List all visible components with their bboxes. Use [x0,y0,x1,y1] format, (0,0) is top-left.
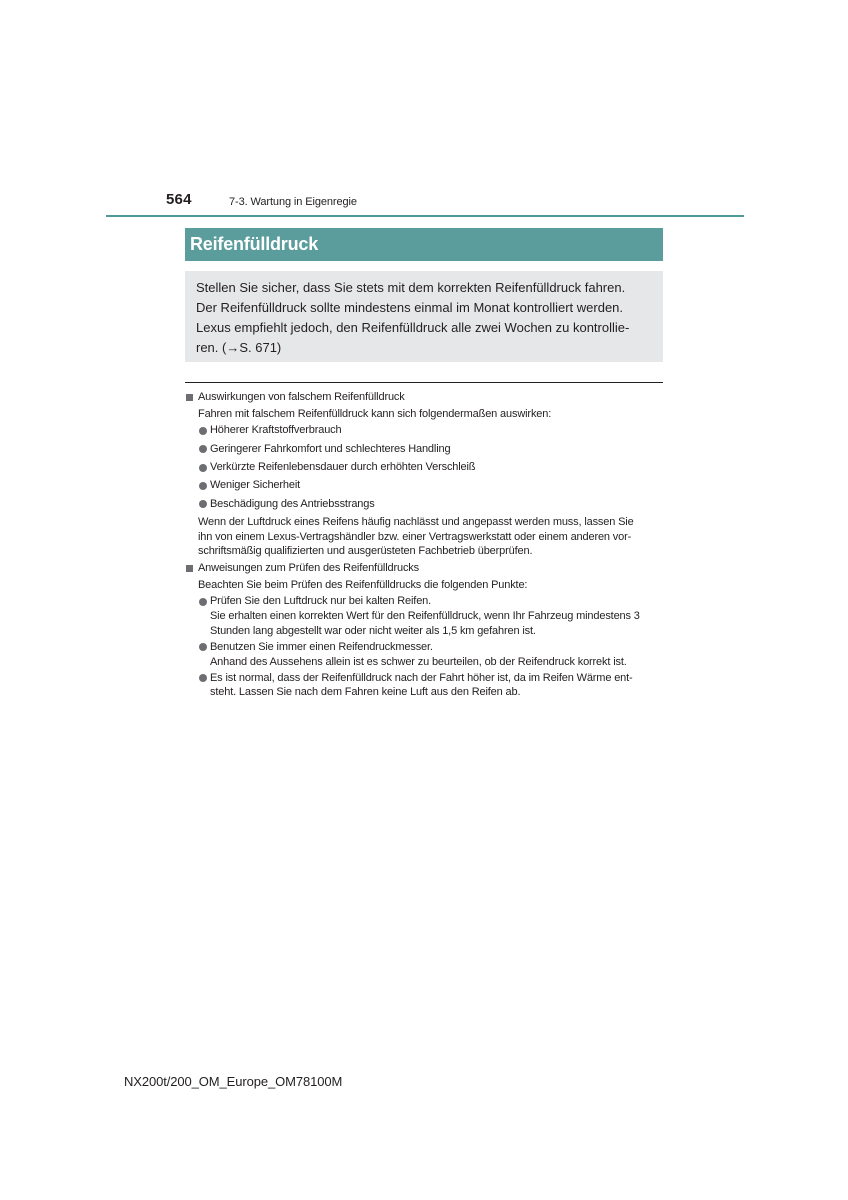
content-divider [185,382,663,383]
list-item-line: Benutzen Sie immer einen Reifendruckmesser. [210,640,433,653]
bullet-dot-icon [199,500,207,508]
section-reference: 7-3. Wartung in Eigenregie [229,196,357,208]
section-heading [185,390,663,405]
section-heading-text: Anweisungen zum Prüfen des Reifenfülldrucks [198,562,420,574]
list-item [198,671,663,700]
bullet-dot-icon [199,464,207,472]
list-item-line: Anhand des Aussehens allein ist es schwer zu beurteilen, ob der Reifendruck korrekt ist. [210,655,627,668]
bullet-dot-icon [199,674,207,682]
intro-line: Der Reifenfülldruck sollte mindestens einmal im Monat kontrolliert werden. [196,300,624,315]
closing-line: schriftsmäßig qualifizierten und ausgerüsteten Fachbetrieb überprüfen. [198,545,533,558]
list-item [198,442,663,457]
intro-line: Lexus empfiehlt jedoch, den Reifenfülldruck alle zwei Wochen zu kontrollie- [196,320,630,335]
list-item-line: Stunden lang abgestellt war oder nicht weiter als 1,5 km gefahren ist. [210,624,536,637]
bullet-dot-icon [199,482,207,490]
bullet-dot-icon [199,445,207,453]
list-item-line: Prüfen Sie den Luftdruck nur bei kalten Reifen. [210,595,432,608]
list-item-text: Verkürzte Reifenlebensdauer durch erhöhten Verschleiß [210,461,476,473]
closing-line: Wenn der Luftdruck eines Reifens häufig nachlässt und angepasst werden muss, lassen Sie [198,515,634,528]
square-bullet-icon [186,394,193,401]
section-lead: Fahren mit falschem Reifenfülldruck kann sich folgendermaßen auswirken: [198,407,552,420]
intro-line: Stellen Sie sicher, dass Sie stets mit dem korrekten Reifenfülldruck fahren. [196,280,626,295]
closing-line: ihn von einem Lexus-Vertragshändler bzw. einer Vertragswerkstatt oder einem anderen vor- [198,530,632,543]
list-item [198,640,663,669]
section-heading [185,561,663,576]
content-body [185,390,663,701]
section-check-instructions [185,561,663,700]
list-item [198,478,663,493]
page-title: Reifenfülldruck [185,228,663,261]
section-heading-text: Auswirkungen von falschem Reifenfülldruck [198,391,405,403]
list-item-text: Höherer Kraftstoffverbrauch [210,424,342,437]
list-item-line: Sie erhalten einen korrekten Wert für den Reifenfülldruck, wenn Ihr Fahrzeug mindestens 3 [210,610,640,623]
section-incorrect-pressure [185,390,663,559]
instructions-list [198,594,663,700]
list-item [198,423,663,438]
list-item-line: steht. Lassen Sie nach dem Fahren keine Luft aus den Reifen ab. [210,686,521,699]
list-item [198,594,663,638]
header-divider [106,215,744,217]
list-item-text: Geringerer Fahrkomfort und schlechteres Handling [210,442,451,455]
bullet-dot-icon [199,598,207,606]
list-item [198,497,663,512]
intro-box [185,271,663,362]
bullet-dot-icon [199,427,207,435]
list-item-line: Es ist normal, dass der Reifenfülldruck nach der Fahrt höher ist, da im Reifen Wärme ent- [210,671,633,684]
list-item-text: Weniger Sicherheit [210,479,301,492]
effects-list [198,423,663,511]
document-code: NX200t/200_OM_Europe_OM78100M [124,1074,343,1089]
section-closing [198,515,663,559]
list-item-text: Beschädigung des Antriebsstrangs [210,497,375,510]
page-number: 564 [166,191,192,208]
intro-line: ren. (→S. 671) [196,340,282,355]
section-lead: Beachten Sie beim Prüfen des Reifenfülldrucks die folgenden Punkte: [198,578,528,591]
list-item [198,460,663,475]
bullet-dot-icon [199,643,207,651]
square-bullet-icon [186,565,193,572]
